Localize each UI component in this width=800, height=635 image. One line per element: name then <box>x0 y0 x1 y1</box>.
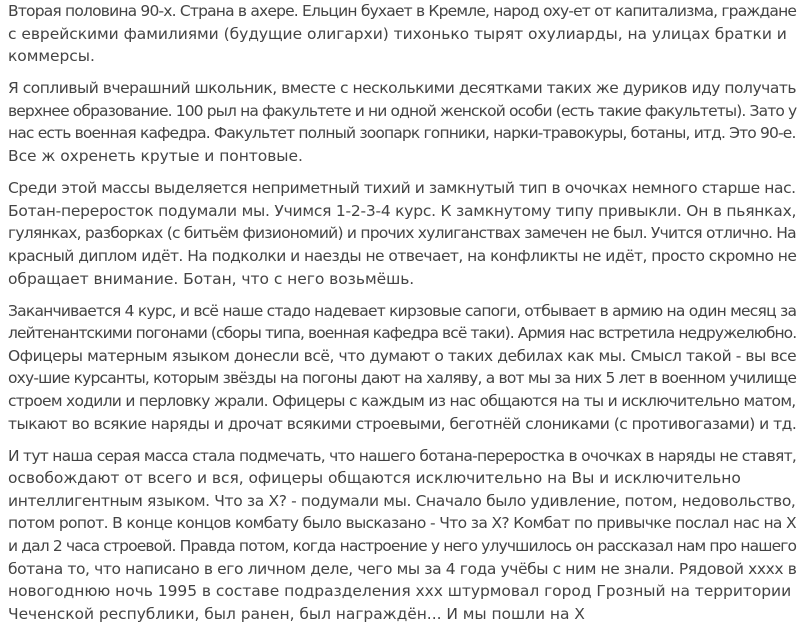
text-line: лейтенантскими погонами (сборы типа, военная кафедра всё таки). Армия нас встретила недружелюбно. <box>8 324 797 343</box>
text-line: Я сопливый вчерашний школьник, вместе с несколькими десятками таких же дуриков иду получать <box>8 79 797 98</box>
text-line: Все ж охренеть крутые и понтовые. <box>8 147 303 166</box>
text-line: верхнее образование. 100 рыл на факультете и ни одной женской особи (есть такие факультеты). Зато у <box>8 101 797 120</box>
text-line: с еврейскими фамилиями (будущие олигархи) тихонько тырят охулиарды, на улицах братки и <box>8 24 787 43</box>
text-line: оху-шие курсанты, которым звёзды на погоны дают на халяву, а вот мы за них 5 лет в военном училище <box>8 369 797 388</box>
text-line: гулянках, разборках (с битьём физиономий) и прочих хулиганствах замечен не был. Учится отлично. На <box>8 224 796 243</box>
text-line: нас есть военная кафедра. Факультет полный зоопарк гопники, нарки-травокуры, ботаны, итд. Это 90-е. <box>8 124 796 143</box>
text-line: Ботан-переросток подумали мы. Учимся 1-2-3-4 курс. К замкнутому типу привыкли. Он в пьянках, <box>8 201 797 220</box>
paragraph <box>8 177 796 290</box>
text-line: Чеченской республики, был ранен, был награждён... И мы пошли на Х <box>8 604 585 623</box>
text-line: освобождают от всего и вся, офицеры общаются исключительно на Вы и исключительно <box>8 469 741 488</box>
paragraph <box>8 300 796 436</box>
paragraph <box>8 0 796 68</box>
text-line: интеллигентным языком. Что за Х? - подумали мы. Сначало было удивление, потом, недовольство, <box>8 491 796 510</box>
text-line: обращает внимание. Ботан, что с него возьмёшь. <box>8 269 415 288</box>
text-line: потом ропот. В конце концов комбату было высказано - Что за Х? Комбат по привычке послал нас на Х <box>8 514 797 533</box>
text-line: Вторая половина 90-х. Страна в ахере. Ельцин бухает в Кремле, народ оху-ет от капитализма, граждане <box>8 2 797 20</box>
text-line: И тут наша серая масса стала подмечать, что нашего ботана-переростка в очочках в наряды не ставят, <box>8 446 797 465</box>
text-line: коммерсы. <box>8 47 95 66</box>
text-line: Среди этой массы выделяется неприметный тихий и замкнутый тип в очочках немного старше нас. <box>8 179 796 198</box>
paragraph <box>8 445 796 626</box>
text-line: Заканчивается 4 курс, и всё наше стадо надевает кирзовые сапоги, отбывает в армию на один месяц за <box>8 301 797 320</box>
text-line: красный диплом идёт. На подколки и наезды не отвечает, на конфликты не идёт, просто скромно не <box>8 246 797 265</box>
text-line: Офицеры матерным языком донесли всё, что думают о таких дебилах как мы. Смысл такой - вы все <box>8 346 797 365</box>
text-line: и дал 2 часа строевой. Правда потом, когда настроение у него улучшилось он рассказал нам про нашего <box>8 537 797 556</box>
text-line: строем ходили и перловку жрали. Офицеры с каждым из нас общаются на ты и исключительно матом, <box>8 392 796 410</box>
text-line: тыкают во всякие наряды и дрочат всякими строевыми, беготнёй слониками (с противогазами) и тд. <box>8 414 797 433</box>
story-text <box>8 0 796 635</box>
text-line: ботана то, что написано в его личном деле, чего мы за 4 года учёбы с ним не знали. Рядовой хххх в <box>8 559 797 578</box>
text-line: новогоднюю ночь 1995 в составе подразделения ххх штурмовал город Грозный на территории <box>8 582 792 601</box>
paragraph <box>8 77 796 167</box>
